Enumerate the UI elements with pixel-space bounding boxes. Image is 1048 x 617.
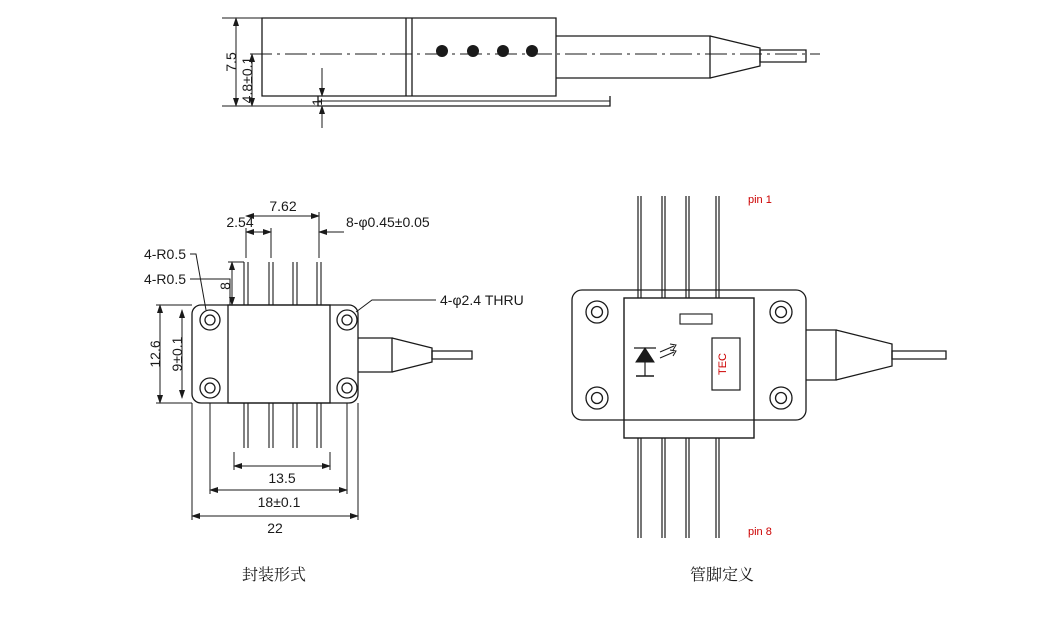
dim-mount-hole: 4-φ2.4 THRU [440, 292, 524, 308]
dim-overall-width: 22 [267, 520, 283, 536]
dim-height-axis: 4.8±0.1 [239, 56, 255, 104]
pin-definition-geometry [572, 196, 946, 538]
dim-hole-span: 13.5 [268, 470, 296, 486]
dim-pin-length: 8 [217, 282, 233, 290]
dim-corner-radius-1: 4-R0.5 [143, 246, 186, 262]
dim-body-inner-height: 9±0.1 [169, 336, 185, 372]
dim-body-height: 12.6 [147, 340, 163, 368]
dim-pin-pitch: 2.54 [226, 214, 254, 230]
caption-package-form: 封装形式 [241, 567, 307, 584]
side-view-geometry [250, 18, 820, 106]
dim-pin-diameter: 8-φ0.45±0.05 [346, 214, 430, 230]
label-pin-8: pin 8 [748, 526, 772, 538]
dim-body-width: 18±0.1 [257, 494, 301, 510]
label-pin-1: pin 1 [748, 194, 772, 206]
dim-base-thickness: 1 [309, 98, 325, 106]
caption-pin-definition: 管脚定义 [689, 567, 755, 584]
package-form-dimensions [156, 212, 436, 520]
dim-corner-radius-2: 4-R0.5 [143, 271, 186, 287]
dim-pin-span: 7.62 [269, 198, 297, 214]
package-form-geometry [192, 262, 472, 448]
label-tec: TEC [717, 353, 729, 375]
dim-height-total: 7.5 [223, 52, 239, 72]
